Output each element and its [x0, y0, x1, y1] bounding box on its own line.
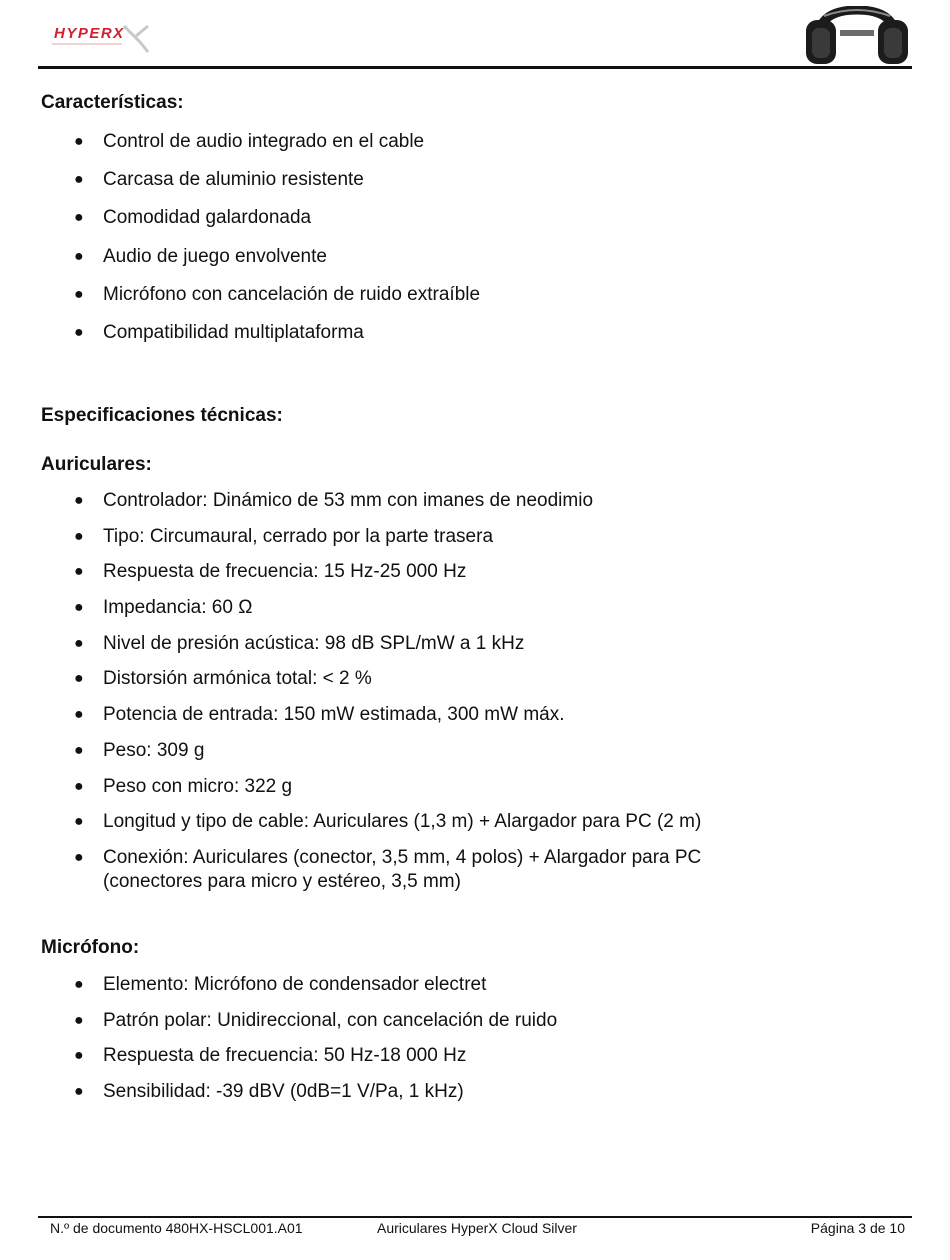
list-item-text: Audio de juego envolvente — [103, 245, 327, 267]
list-item — [0, 1009, 803, 1045]
list-item-text: Sensibilidad: -39 dBV (0dB=1 V/Pa, 1 kHz) — [103, 1081, 464, 1103]
list-item — [0, 703, 803, 739]
bullet-icon: ● — [74, 527, 84, 545]
list-item — [0, 206, 803, 244]
bullet-icon: ● — [74, 209, 84, 227]
document-number: N.º de documento 480HX-HSCL001.A01 — [50, 1220, 303, 1236]
list-item — [0, 489, 803, 525]
list-item-text: Distorsión armónica total: < 2 % — [103, 668, 372, 690]
list-item-text: Longitud y tipo de cable: Auriculares (1,3 m) + Alargador para PC (2 m) — [103, 811, 702, 833]
bullet-icon: ● — [74, 323, 84, 341]
list-item — [0, 632, 803, 668]
bullet-icon: ● — [74, 1011, 84, 1029]
bullet-icon: ● — [74, 706, 84, 724]
microfono-heading: Micrófono: — [41, 937, 140, 958]
list-item-text: Peso con micro: 322 g — [103, 775, 293, 797]
bullet-icon: ● — [74, 634, 84, 652]
list-item — [0, 1080, 803, 1116]
bullet-icon: ● — [74, 813, 84, 831]
list-item — [0, 130, 803, 168]
list-item-text: Nivel de presión acústica: 98 dB SPL/mW a 1 kHz — [103, 632, 525, 654]
bullet-icon: ● — [74, 976, 84, 993]
caracteristicas-list — [0, 130, 803, 359]
list-item — [0, 168, 803, 206]
list-item-text: Respuesta de frecuencia: 50 Hz-18 000 Hz — [103, 1045, 467, 1067]
document-title: Auriculares HyperX Cloud Silver — [377, 1220, 577, 1236]
bullet-icon: ● — [74, 848, 84, 866]
bullet-icon: ● — [74, 563, 84, 581]
list-item-text: Patrón polar: Unidireccional, con cancelación de ruido — [103, 1009, 558, 1031]
caracteristicas-heading: Características: — [41, 92, 184, 113]
hyperx-logo — [52, 22, 172, 58]
list-item-text: Carcasa de aluminio resistente — [103, 169, 364, 191]
headset-image — [800, 6, 914, 66]
list-item-text: Elemento: Micrófono de condensador electret — [103, 974, 487, 995]
list-item — [0, 596, 803, 632]
page-header — [0, 0, 950, 70]
list-item-text: Impedancia: 60 Ω — [103, 597, 253, 619]
bullet-icon: ● — [74, 171, 84, 189]
list-item-text: Peso: 309 g — [103, 739, 205, 761]
list-item — [0, 321, 803, 359]
list-item — [0, 1044, 803, 1080]
bullet-icon: ● — [74, 741, 84, 759]
list-item — [0, 283, 803, 321]
list-item-text: Controlador: Dinámico de 53 mm con imanes de neodimio — [103, 490, 594, 511]
auriculares-list — [0, 489, 803, 894]
especificaciones-heading: Especificaciones técnicas: — [41, 405, 283, 426]
page-number: Página 3 de 10 — [810, 1220, 905, 1236]
list-item-text: Comodidad galardonada — [103, 207, 312, 229]
list-item-text: Tipo: Circumaural, cerrado por la parte trasera — [103, 525, 494, 547]
bullet-icon: ● — [74, 247, 84, 265]
list-item — [0, 245, 803, 283]
list-item-text: Control de audio integrado en el cable — [103, 131, 425, 152]
list-item — [0, 846, 783, 894]
list-item — [0, 525, 803, 561]
bullet-icon: ● — [74, 1083, 84, 1101]
list-item — [0, 775, 803, 811]
bullet-icon: ● — [74, 599, 84, 617]
list-item — [0, 739, 803, 775]
list-item-text: Micrófono con cancelación de ruido extraíble — [103, 283, 481, 305]
list-item — [0, 973, 803, 1009]
bullet-icon: ● — [74, 285, 84, 303]
microfono-list — [0, 973, 803, 1116]
list-item-text: Compatibilidad multiplataforma — [103, 321, 364, 343]
bullet-icon: ● — [74, 492, 84, 509]
list-item — [0, 810, 803, 846]
header-divider — [38, 66, 912, 69]
list-item-text: Potencia de entrada: 150 mW estimada, 300 mW máx. — [103, 704, 565, 726]
bullet-icon: ● — [74, 777, 84, 795]
bullet-icon: ● — [74, 670, 84, 688]
logo-text: HYPERX — [54, 25, 125, 42]
bullet-icon: ● — [74, 133, 84, 150]
footer-divider — [38, 1216, 912, 1218]
list-item — [0, 560, 803, 596]
list-item — [0, 667, 803, 703]
auriculares-heading: Auriculares: — [41, 454, 152, 475]
bullet-icon: ● — [74, 1047, 84, 1065]
list-item-text: Conexión: Auriculares (conector, 3,5 mm, 4 polos) + Alargador para PC (conectores para micro y estéreo, 3,5 mm) — [103, 846, 702, 892]
list-item-text: Respuesta de frecuencia: 15 Hz-25 000 Hz — [103, 561, 467, 583]
